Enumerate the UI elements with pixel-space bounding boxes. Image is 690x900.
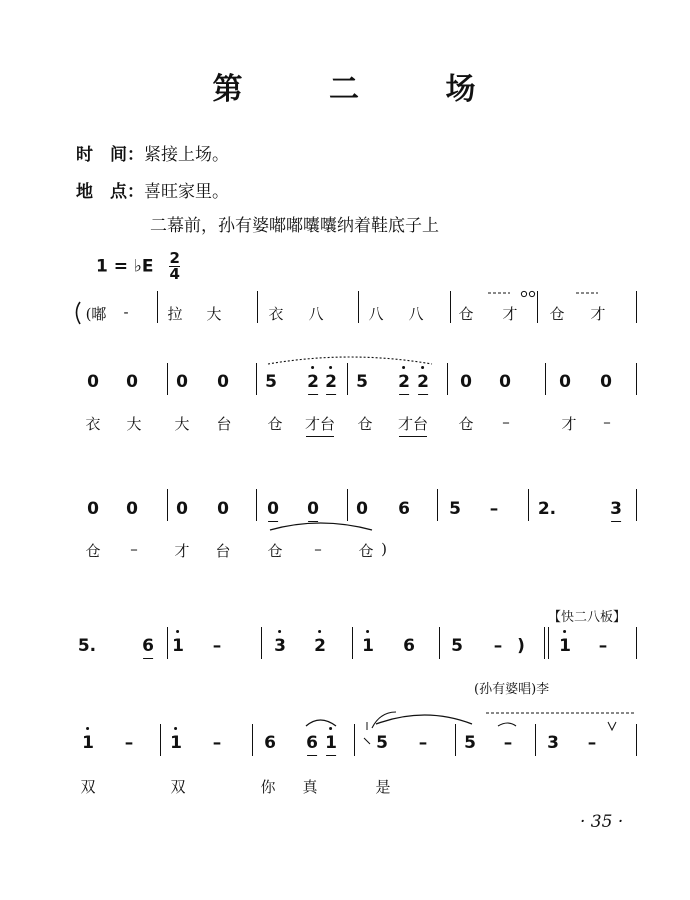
cell-text: 1	[82, 733, 94, 753]
place-value: 喜旺家里。	[144, 182, 229, 202]
grace-mark	[364, 722, 370, 744]
slur-arc	[498, 723, 516, 726]
cell-text: 0	[217, 499, 229, 519]
cell-text: -	[123, 303, 129, 321]
title-char-1: 第	[212, 72, 245, 107]
slur-arc	[270, 523, 372, 530]
cell-text: 仓	[267, 415, 283, 433]
cell-text: –	[587, 733, 597, 753]
title-char-3: 场	[445, 72, 478, 107]
cell-text: 3	[274, 636, 286, 656]
cell-text: 5.	[77, 636, 97, 656]
cell-text: 6	[403, 636, 415, 656]
cell-text: 0	[267, 499, 279, 519]
cell-text: 仓	[267, 542, 283, 560]
cell-text: 才台	[304, 415, 336, 433]
cell-text: 0	[356, 499, 368, 519]
cell-text: –	[503, 733, 513, 753]
cell-text: 2	[307, 372, 319, 392]
cell-text: –	[130, 540, 138, 558]
cell-text: 衣	[268, 305, 284, 323]
cell-text: 你	[260, 778, 276, 796]
slur-arc	[372, 712, 396, 728]
cell-text: 0	[499, 372, 511, 392]
cell-text: –	[603, 413, 611, 431]
cell-text: 八	[308, 305, 324, 323]
cell-text: 衣	[85, 415, 101, 433]
time-signature-denominator: 4	[169, 265, 180, 283]
cell-text: 1	[172, 636, 184, 656]
cell-text: 0	[460, 372, 472, 392]
cell-text: –	[493, 636, 503, 656]
cell-text: 大	[206, 305, 222, 323]
cell-text: 仓	[549, 305, 565, 323]
cell-text: 3	[547, 733, 559, 753]
cell-text: 仓	[458, 305, 474, 323]
cell-text: 大	[126, 415, 142, 433]
cell-text: 才	[174, 542, 190, 560]
cell-text: 真	[302, 778, 318, 796]
singer-cue: (孙有婆唱)李	[474, 682, 550, 697]
cell-text: 0	[126, 499, 138, 519]
ornament-circle	[521, 291, 526, 296]
cell-text: 1	[559, 636, 571, 656]
cell-text: 0	[176, 499, 188, 519]
cell-text: (嘟	[85, 305, 107, 323]
cell-text: 台	[216, 415, 232, 433]
place-label: 地 点：	[76, 182, 144, 202]
cell-text: 0	[126, 372, 138, 392]
cell-text: 0	[217, 372, 229, 392]
slur-arc	[268, 357, 432, 364]
cell-text: –	[212, 636, 222, 656]
cell-text: 6	[142, 636, 154, 656]
cell-text: 0	[87, 372, 99, 392]
breath-mark	[608, 722, 616, 730]
cell-text: 5	[356, 372, 368, 392]
open-paren	[77, 302, 81, 324]
cell-text: –	[598, 636, 608, 656]
cell-text: 才	[590, 305, 606, 323]
slur-arc	[306, 720, 336, 726]
cell-text: 6	[306, 733, 318, 753]
cell-text: –	[502, 413, 510, 431]
cell-text: 0	[559, 372, 571, 392]
cell-text: 2	[314, 636, 326, 656]
page-number: · 35 ·	[580, 812, 624, 832]
cell-text: 才	[561, 415, 577, 433]
time-signature-numerator: 2	[169, 249, 180, 267]
cell-text: 2	[325, 372, 337, 392]
cell-text: –	[489, 499, 499, 519]
cell-text: )	[381, 540, 387, 558]
cell-text: 是	[375, 778, 391, 796]
time-value: 紧接上场。	[144, 145, 229, 165]
cell-text: 0	[307, 499, 319, 519]
cell-text: 2	[398, 372, 410, 392]
cell-text: –	[418, 733, 428, 753]
cell-text: 八	[408, 305, 424, 323]
cell-text: 才台	[397, 415, 429, 433]
cell-text: 6	[398, 499, 410, 519]
cell-text: 仓	[458, 415, 474, 433]
cell-text: 仓	[358, 542, 374, 560]
cell-text: 双	[170, 778, 186, 796]
cell-text: 仓	[85, 542, 101, 560]
time-label: 时 间：	[76, 145, 144, 165]
cell-text: 5	[464, 733, 476, 753]
cell-text: –	[314, 540, 322, 558]
cell-text: 0	[600, 372, 612, 392]
cell-text: 5	[265, 372, 277, 392]
ornament-circle	[529, 291, 534, 296]
title-char-2: 二	[329, 72, 361, 107]
cell-text: 5	[449, 499, 461, 519]
cell-text: 拉	[167, 305, 183, 323]
cell-text: 5	[451, 636, 463, 656]
cell-text: 1	[170, 733, 182, 753]
cell-text: 双	[80, 778, 96, 796]
cell-text: 3	[610, 499, 622, 519]
cell-text: –	[212, 733, 222, 753]
stage-direction: 二幕前，孙有婆嘟嘟囔囔纳着鞋底子上	[150, 216, 439, 236]
cell-text: 八	[368, 305, 384, 323]
cell-text: )	[517, 636, 525, 656]
cell-text: 大	[174, 415, 190, 433]
banzhi-tag: 【快二八板】	[548, 610, 627, 625]
cell-text: 0	[87, 499, 99, 519]
cell-text: 0	[176, 372, 188, 392]
slur-arc	[376, 715, 472, 724]
cell-text: 2.	[537, 499, 557, 519]
cell-text: 5	[376, 733, 388, 753]
cell-text: –	[124, 733, 134, 753]
key-text: 1 = ♭E	[96, 256, 154, 277]
cell-text: 仓	[357, 415, 373, 433]
cell-text: 才	[502, 305, 518, 323]
cell-text: 1	[362, 636, 374, 656]
cell-text: 6	[264, 733, 276, 753]
cell-text: 1	[325, 733, 337, 753]
cell-text: 2	[417, 372, 429, 392]
cell-text: 台	[215, 542, 231, 560]
